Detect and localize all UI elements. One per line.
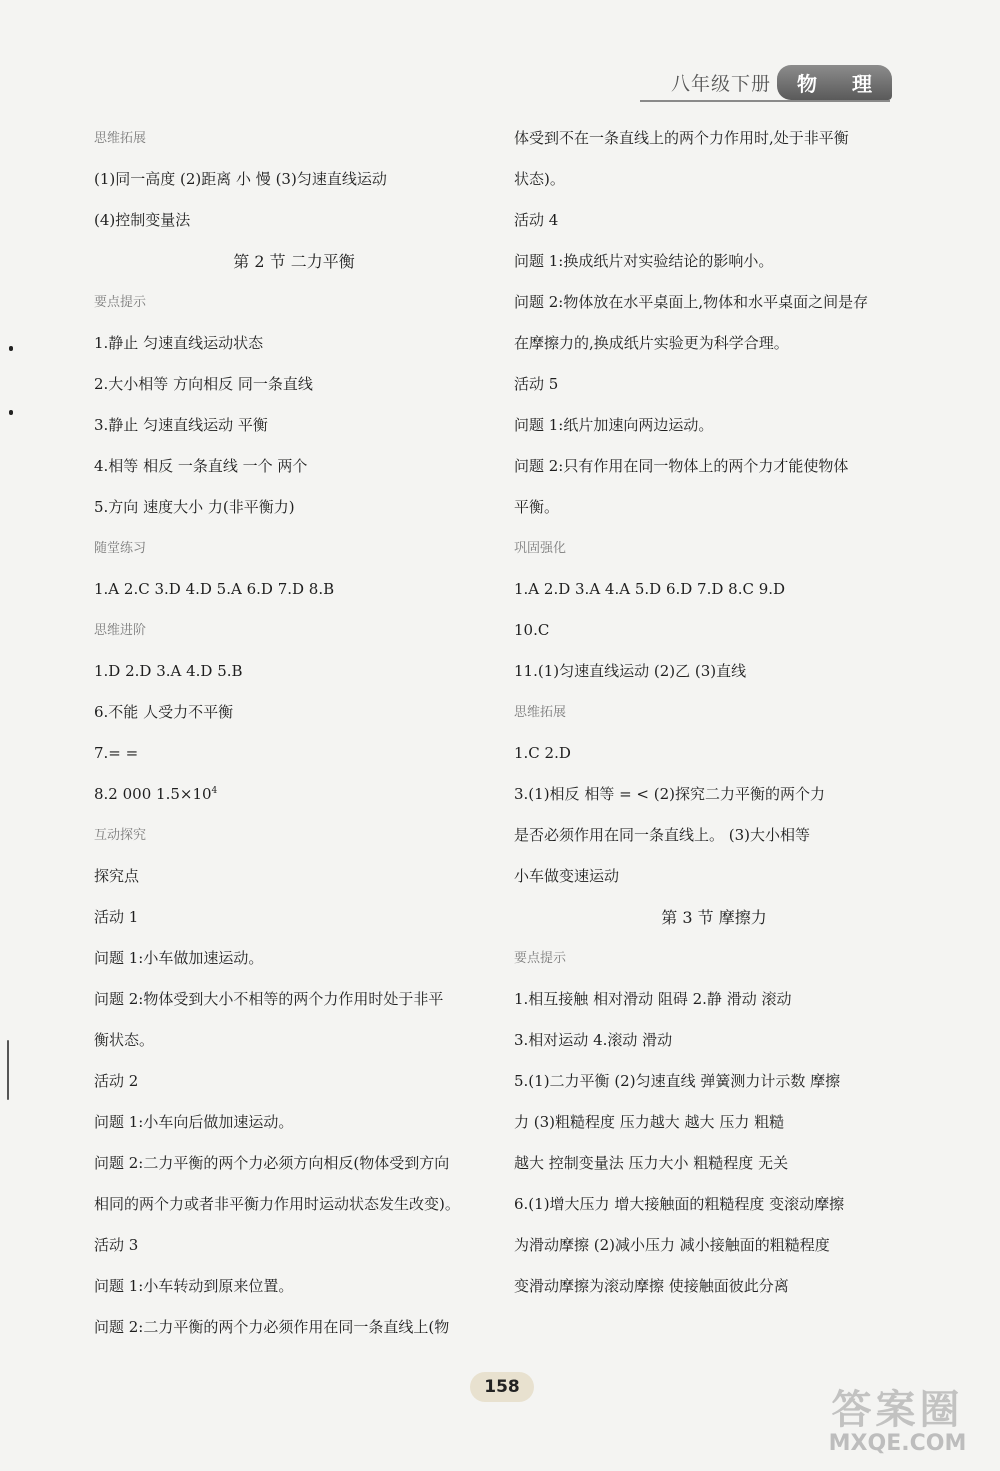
answer-line: (1)同一高度 (2)距离 小 慢 (3)匀速直线运动: [94, 170, 387, 188]
answer-line: 5.方向 速度大小 力(非平衡力): [94, 498, 295, 516]
section-heading: 互动探究: [94, 828, 147, 843]
answer-line: 5.(1)二力平衡 (2)匀速直线 弹簧测力计示数 摩擦: [514, 1072, 841, 1090]
answer-line: 问题 2:只有作用在同一物体上的两个力才能使物体: [514, 457, 849, 475]
answer-line: 3.相对运动 4.滚动 滑动: [514, 1031, 673, 1049]
watermark-title: 答案圈: [831, 1387, 964, 1433]
answer-line: 1.静止 匀速直线运动状态: [94, 334, 264, 352]
activity-label: 活动 4: [514, 211, 559, 229]
answer-line: 1.C 2.D: [514, 744, 571, 762]
margin-mark: [7, 1040, 9, 1100]
grade-label: 八年级下册: [671, 72, 772, 95]
activity-label: 活动 1: [94, 908, 139, 926]
lesson-title: 第 3 节 摩擦力: [661, 908, 767, 927]
answer-line: 问题 1:小车做加速运动。: [94, 949, 264, 967]
lesson-title: 第 2 节 二力平衡: [233, 252, 355, 271]
header-rule: [640, 100, 890, 102]
exponent: 4: [211, 786, 218, 796]
answer-line: 状态)。: [514, 170, 565, 188]
answer-line: 问题 1:换成纸片对实验结论的影响小。: [514, 252, 774, 270]
answer-line: 问题 1:小车向后做加速运动。: [94, 1113, 294, 1131]
margin-mark: [9, 410, 13, 415]
answer-line: 问题 2:二力平衡的两个力必须方向相反(物体受到方向: [94, 1154, 450, 1172]
answer-line: 10.C: [514, 621, 550, 639]
answer-line: 2.大小相等 方向相反 同一条直线: [94, 375, 313, 393]
section-heading: 要点提示: [514, 951, 567, 966]
answer-text: 8.2 000 1.5×10: [94, 785, 212, 803]
answer-line: 问题 2:二力平衡的两个力必须作用在同一条直线上(物: [94, 1318, 450, 1336]
answer-line: 7.= =: [94, 744, 139, 762]
answer-line: 4.相等 相反 一条直线 一个 两个: [94, 457, 308, 475]
page-header: [671, 62, 892, 102]
answer-line: 6.(1)增大压力 增大接触面的粗糙程度 变滚动摩擦: [514, 1195, 845, 1213]
answer-line: 平衡。: [514, 498, 560, 516]
answer-line: 问题 1:纸片加速向两边运动。: [514, 416, 714, 434]
section-heading: 要点提示: [94, 295, 147, 310]
answer-line: 探究点: [94, 867, 140, 885]
answer-line: 体受到不在一条直线上的两个力作用时,处于非平衡: [514, 129, 849, 147]
answer-line: 1.D 2.D 3.A 4.D 5.B: [94, 662, 243, 680]
answer-line: 衡状态。: [94, 1031, 155, 1049]
answer-line: 问题 2:物体放在水平桌面上,物体和水平桌面之间是存: [514, 293, 869, 311]
section-heading: 随堂练习: [94, 541, 147, 556]
answer-line: 是否必须作用在同一条直线上。 (3)大小相等: [514, 826, 811, 844]
section-heading: 巩固强化: [514, 541, 567, 556]
answer-line: (4)控制变量法: [94, 211, 191, 229]
activity-label: 活动 2: [94, 1072, 139, 1090]
answer-line: 11.(1)匀速直线运动 (2)乙 (3)直线: [514, 662, 747, 680]
watermark-logo: [800, 1378, 995, 1456]
page-number: 158: [470, 1372, 534, 1402]
answer-line: 小车做变速运动: [514, 867, 620, 885]
answer-line: 3.(1)相反 相等 = < (2)探究二力平衡的两个力: [514, 785, 826, 803]
answer-line: 力 (3)粗糙程度 压力越大 越大 压力 粗糙: [514, 1113, 785, 1131]
answer-line: 1.相互接触 相对滑动 阻碍 2.静 滑动 滚动: [514, 990, 792, 1008]
answer-line: 问题 1:小车转动到原来位置。: [94, 1277, 294, 1295]
answer-line: 3.静止 匀速直线运动 平衡: [94, 416, 268, 434]
answer-line: 1.A 2.C 3.D 4.D 5.A 6.D 7.D 8.B: [94, 580, 335, 598]
activity-label: 活动 3: [94, 1236, 139, 1254]
activity-label: 活动 5: [514, 375, 559, 393]
answer-line: 在摩擦力的,换成纸片实验更为科学合理。: [514, 334, 789, 352]
section-heading: 思维进阶: [94, 623, 147, 638]
right-column: [514, 118, 914, 1307]
margin-mark: [9, 346, 13, 351]
answer-line: 越大 控制变量法 压力大小 粗糙程度 无关: [514, 1154, 789, 1172]
section-heading: 思维拓展: [94, 131, 147, 146]
answer-line: 1.A 2.D 3.A 4.A 5.D 6.D 7.D 8.C 9.D: [514, 580, 786, 598]
section-heading: 思维拓展: [514, 705, 567, 720]
watermark-url: MXQE.COM: [828, 1431, 967, 1456]
left-column: [94, 118, 494, 1348]
answer-line: 为滑动摩擦 (2)减小压力 减小接触面的粗糙程度: [514, 1236, 830, 1254]
answer-line: 相同的两个力或者非平衡力作用时运动状态发生改变)。: [94, 1195, 460, 1213]
subject-badge: 物 理: [777, 65, 892, 100]
answer-line: 问题 2:物体受到大小不相等的两个力作用时处于非平: [94, 990, 444, 1008]
answer-line: 变滑动摩擦为滚动摩擦 使接触面彼此分离: [514, 1277, 789, 1295]
answer-line: 6.不能 人受力不平衡: [94, 703, 234, 721]
answer-line-exponent: [94, 774, 494, 815]
